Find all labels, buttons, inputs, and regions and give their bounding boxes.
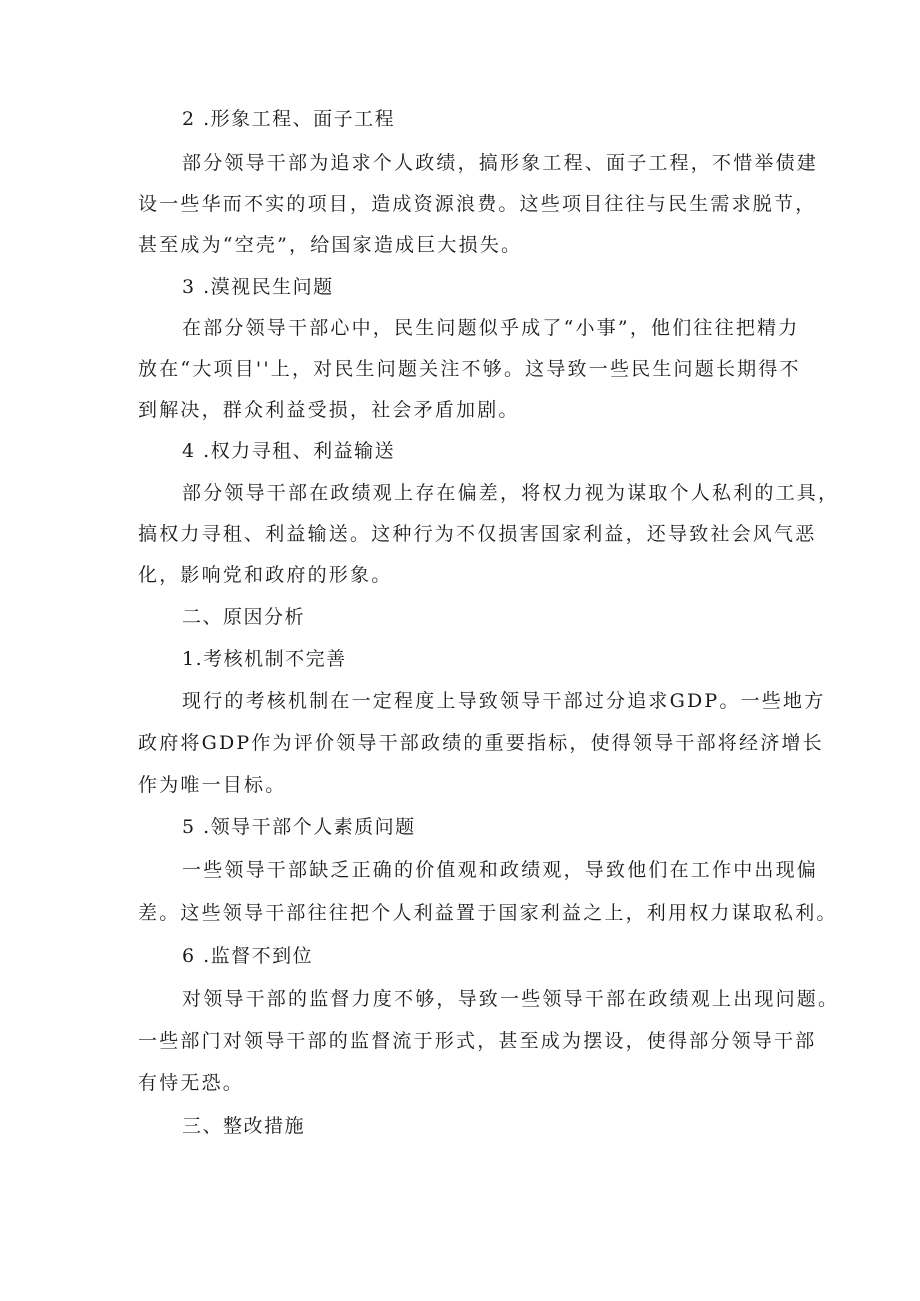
heading-4: 4 .权力寻租、利益输送 [182,440,396,462]
paragraph-line: 在部分领导干部心中，民生问题似乎成了“小事”，他们往往把精力 [182,317,800,339]
paragraph-line: 一些部门对领导干部的监督流于形式，甚至成为摆设，使得部分领导干部 [138,1030,817,1052]
section-heading-rectification-measures: 三、整改措施 [182,1115,306,1137]
paragraph-line: 设一些华而不实的项目，造成资源浪费。这些项目往往与民生需求脱节， [138,193,817,215]
paragraph-line: 搞权力寻租、利益输送。这种行为不仅损害国家利益，还导致社会风气恶 [138,523,817,545]
heading-3: 3 .漠视民生问题 [182,276,334,298]
paragraph-line: 到解决，群众利益受损，社会矛盾加剧。 [138,399,520,421]
heading-6: 6 .监督不到位 [182,945,314,967]
paragraph-line: 甚至成为“空壳”，给国家造成巨大损失。 [138,234,523,256]
heading-5: 5 .领导干部个人素质问题 [182,816,416,838]
paragraph-line: 现行的考核机制在一定程度上导致领导干部过分追求GDP。一些地方 [182,690,826,712]
paragraph-line: 有恃无恐。 [138,1072,245,1094]
paragraph-line: 差。这些领导干部往往把个人利益置于国家利益之上，利用权力谋取私利。 [138,902,838,924]
paragraph-line: 部分领导干部在政绩观上存在偏差，将权力视为谋取个人私利的工具， [182,482,840,504]
paragraph-line: 部分领导干部为追求个人政绩，搞形象工程、面子工程，不惜举债建 [182,152,819,174]
paragraph-line: 一些领导干部缺乏正确的价值观和政绩观，导致他们在工作中出现偏 [182,859,819,881]
heading-1: 1.考核机制不完善 [182,648,347,670]
section-heading-cause-analysis: 二、原因分析 [182,606,306,628]
paragraph-line: 作为唯一目标。 [138,774,287,796]
paragraph-line: 化，影响党和政府的形象。 [138,564,393,586]
heading-2: 2 .形象工程、面子工程 [182,108,396,130]
paragraph-line: 政府将GDP作为评价领导干部政绩的重要指标，使得领导干部将经济增长 [138,732,824,754]
paragraph-line: 放在“大项目''上，对民生问题关注不够。这导致一些民生问题长期得不 [138,358,801,380]
paragraph-line: 对领导干部的监督力度不够，导致一些领导干部在政绩观上出现问题。 [182,988,840,1010]
